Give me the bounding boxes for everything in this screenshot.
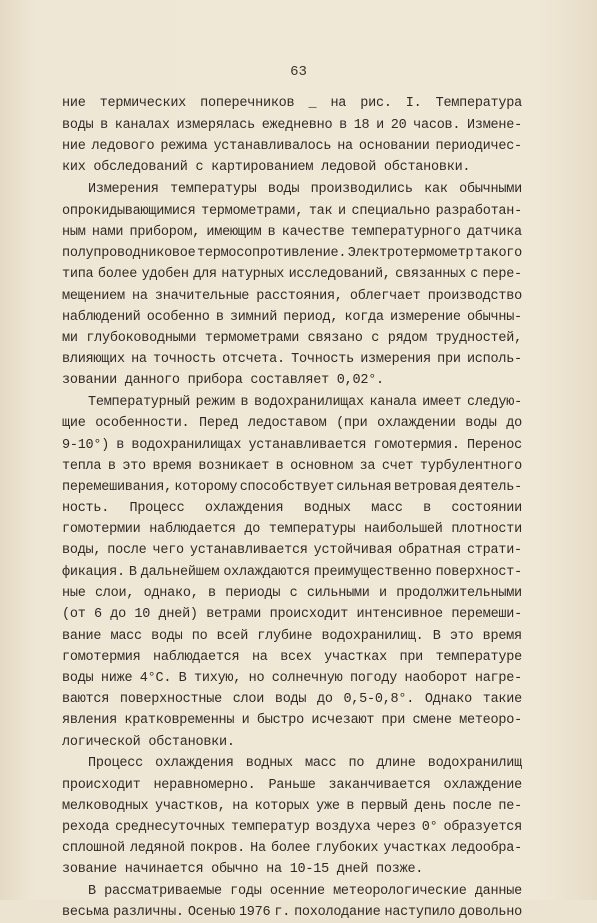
text-line: щие особенности. Перед ледоставом (при охлаждении воды до [62,416,522,431]
text-line: перемешивания, которому способствует сильная ветровая деятель- [62,480,522,495]
text-line: воды в каналах измерялась ежедневно в 18 и 20 часов. Измене- [62,118,522,133]
text-line: Процесс охлаждения водных масс по длине водохранилищ [88,756,522,771]
text-line: ваются поверхностные слои воды до 0,5-0,8°. Однако такие [62,692,522,707]
text-line: фикация. В дальнейшем охлаждаются преимущественно поверхност- [62,565,522,580]
text-line: В рассматриваемые годы осенние метеорологические данные [88,884,522,899]
text-line: полупроводниковое термосопротивление. Электротермометр такого [62,246,522,261]
text-line: тепла в это время возникает в основном за счет турбулентного [62,459,522,474]
text-line: явления кратковременны и быстро исчезают при смене метеоро- [62,713,522,728]
text-line: зовании данного прибора составляет 0,02°. [62,373,384,388]
text-line: гомотермия наблюдается на всех участках при температуре [62,650,522,665]
text-line: ные слои, однако, в периоды с сильными и продолжительными [62,586,522,601]
text-line: мелководных участков, на которых уже в первый день после пе- [62,799,522,814]
text-line: вание масс воды по всей глубине водохранилищ. В это время [62,629,522,644]
page-number: 63 [290,64,307,80]
text-line: ние ледового режима устанавливалось на основании периодичес- [62,139,522,154]
text-line: ми глубоководными термометрами связано с рядом трудностей, [62,331,522,346]
text-line: ние термических поперечников _ на рис. I. Температура [62,96,522,111]
text-line: происходит неравномерно. Раньше заканчивается охлаждение [62,778,522,793]
text-line: ких обследований с картированием ледовой обстановки. [62,160,471,175]
text-line: 9-10°) в водохранилищах устанавливается гомотермия. Перенос [62,438,522,453]
text-line: влияющих на точность отсчета. Точность измерения при исполь- [62,352,522,367]
text-line: воды, после чего устанавливается устойчивая обратная страти- [62,543,522,558]
text-line: сплошной ледяной покров. На более глубоких участках ледообра- [62,841,522,856]
text-line: Измерения температуры воды производились как обычными [88,182,522,197]
text-line: воды ниже 4°С. В тихую, но солнечную погоду наоборот нагре- [62,671,522,686]
text-line: наблюдений особенно в зимний период, когда измерение обычны- [62,310,522,325]
text-line: весьма различны. Осенью 1976 г. похолодание наступило довольно [62,905,522,920]
text-line: гомотермии наблюдается до температуры наибольшей плотности [62,522,522,537]
text-line: типа более удобен для натурных исследований, связанных с пере- [62,267,522,282]
text-line: зование начинается обычно на 10-15 дней позже. [62,862,424,877]
text-line: ным нами прибором, имеющим в качестве температурного датчика [62,225,522,240]
text-line: (от 6 до 10 дней) ветрами происходит интенсивное перемеши- [62,607,522,622]
text-line: Температурный режим в водохранилищах канала имеет следую- [88,395,522,410]
text-line: опрокидывающимися термометрами, так и специально разработан- [62,204,522,219]
text-line: мещением на значительные расстояния, облегчает производство [62,289,522,304]
text-line: рехода среднесуточных температур воздуха через 0° образуется [62,820,522,835]
text-line: логической обстановки. [62,735,235,750]
text-line: ность. Процесс охлаждения водных масс в состоянии [62,501,522,516]
